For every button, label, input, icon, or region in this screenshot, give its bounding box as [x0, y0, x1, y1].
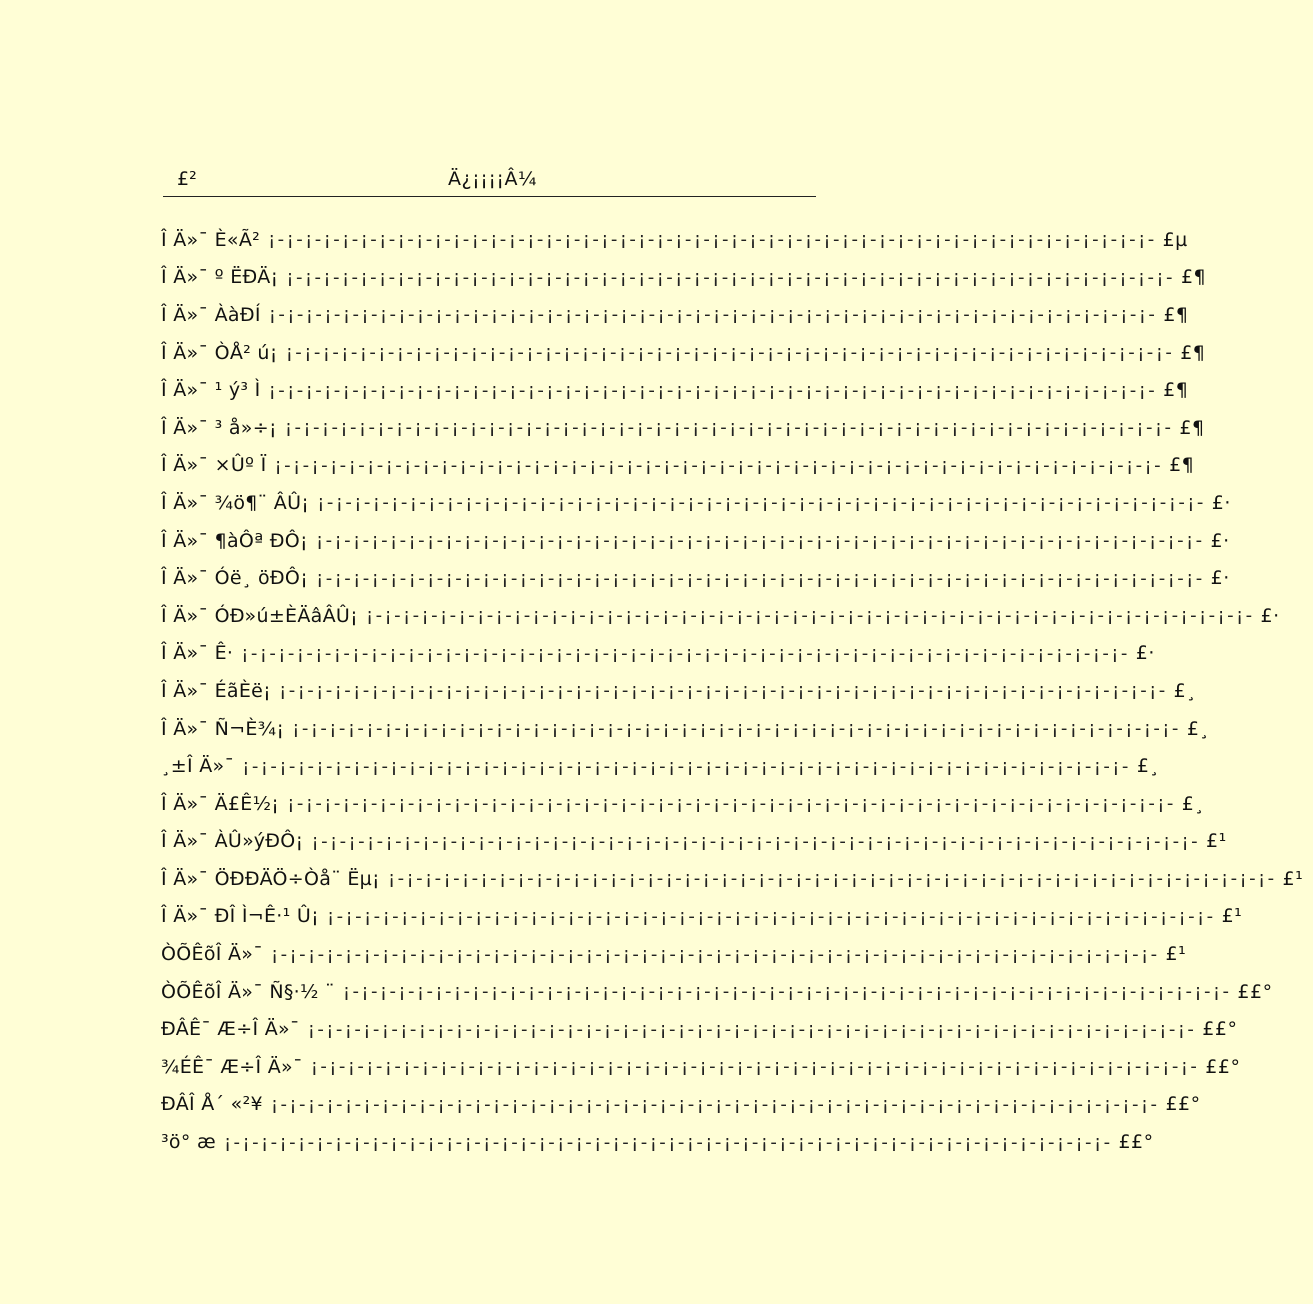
- toc-entry[interactable]: [161, 935, 1187, 973]
- toc-entry-label: Î Ä»¯ ×Ûº Ï: [161, 454, 267, 477]
- toc-entry-label: Î Ä»¯ Ê·: [161, 642, 234, 665]
- toc-entry[interactable]: [161, 597, 1280, 635]
- dot-leader: ¡-¡-¡-¡-¡-¡-¡-¡-¡-¡-¡-¡-¡-¡-¡-¡-¡-¡-¡-¡-¡-¡-¡-¡-¡-¡-¡-¡-¡-¡-¡-¡-¡-¡-¡-¡-¡-¡-¡-¡-¡-¡-¡-¡-¡-¡-¡-¡-: [241, 642, 1130, 664]
- toc-entry[interactable]: [161, 447, 1195, 485]
- toc-entry[interactable]: [161, 747, 1160, 785]
- dot-leader: ¡-¡-¡-¡-¡-¡-¡-¡-¡-¡-¡-¡-¡-¡-¡-¡-¡-¡-¡-¡-¡-¡-¡-¡-¡-¡-¡-¡-¡-¡-¡-¡-¡-¡-¡-¡-¡-¡-¡-¡-¡-¡-¡-¡-¡-¡-¡-¡-: [307, 1018, 1197, 1040]
- toc-entry-label: Î Ä»¯ º ËÐÄ¡: [161, 266, 279, 289]
- header-divider: [163, 196, 816, 197]
- toc-entry-label: ÒÕÊõÎ Ä»¯ Ñ§·½ ¨: [161, 980, 335, 1003]
- toc-entry-page: £¶: [1180, 341, 1206, 364]
- dot-leader: ¡-¡-¡-¡-¡-¡-¡-¡-¡-¡-¡-¡-¡-¡-¡-¡-¡-¡-¡-¡-¡-¡-¡-¡-¡-¡-¡-¡-¡-¡-¡-¡-¡-¡-¡-¡-¡-¡-¡-¡-¡-¡-¡-¡-¡-¡-¡-¡-: [270, 1093, 1160, 1115]
- toc-entry-label: ÐÂÊ¯ Æ÷Î Ä»¯: [161, 1018, 300, 1041]
- toc-entry-page: ££°: [1202, 1018, 1238, 1041]
- dot-leader: ¡-¡-¡-¡-¡-¡-¡-¡-¡-¡-¡-¡-¡-¡-¡-¡-¡-¡-¡-¡-¡-¡-¡-¡-¡-¡-¡-¡-¡-¡-¡-¡-¡-¡-¡-¡-¡-¡-¡-¡-¡-¡-¡-¡-¡-¡-¡-¡-: [286, 266, 1175, 288]
- toc-entry-label: Î Ä»¯ ÉãÈë¡: [161, 679, 272, 702]
- toc-entry[interactable]: [161, 635, 1155, 673]
- dot-leader: ¡-¡-¡-¡-¡-¡-¡-¡-¡-¡-¡-¡-¡-¡-¡-¡-¡-¡-¡-¡-¡-¡-¡-¡-¡-¡-¡-¡-¡-¡-¡-¡-¡-¡-¡-¡-¡-¡-¡-¡-¡-¡-¡-¡-¡-¡-¡-¡-: [284, 417, 1174, 439]
- page-number: £²: [177, 168, 197, 190]
- toc-entry-page: £µ: [1162, 228, 1188, 251]
- toc-entry-label: Î Ä»¯ ¹ ý³ Ì: [161, 379, 261, 402]
- toc-entry-page: £¶: [1169, 454, 1195, 477]
- dot-leader: ¡-¡-¡-¡-¡-¡-¡-¡-¡-¡-¡-¡-¡-¡-¡-¡-¡-¡-¡-¡-¡-¡-¡-¡-¡-¡-¡-¡-¡-¡-¡-¡-¡-¡-¡-¡-¡-¡-¡-¡-¡-¡-¡-¡-¡-¡-¡-¡-: [311, 830, 1200, 852]
- toc-entry-label: Î Ä»¯ ÀÛ»ýÐÔ¡: [161, 830, 304, 853]
- dot-leader: ¡-¡-¡-¡-¡-¡-¡-¡-¡-¡-¡-¡-¡-¡-¡-¡-¡-¡-¡-¡-¡-¡-¡-¡-¡-¡-¡-¡-¡-¡-¡-¡-¡-¡-¡-¡-¡-¡-¡-¡-¡-¡-¡-¡-¡-¡-¡-¡-: [327, 905, 1216, 927]
- toc-entry-page: ££°: [1118, 1131, 1154, 1154]
- toc-entry-label: Î Ä»¯ ³ å»÷¡: [161, 416, 277, 439]
- dot-leader: ¡-¡-¡-¡-¡-¡-¡-¡-¡-¡-¡-¡-¡-¡-¡-¡-¡-¡-¡-¡-¡-¡-¡-¡-¡-¡-¡-¡-¡-¡-¡-¡-¡-¡-¡-¡-¡-¡-¡-¡-¡-¡-¡-¡-¡-¡-¡-¡-: [316, 567, 1205, 589]
- toc-entry-page: ££°: [1205, 1055, 1241, 1078]
- toc-entry[interactable]: [161, 823, 1227, 861]
- toc-entry-page: £·: [1211, 491, 1231, 514]
- toc-entry[interactable]: [161, 672, 1197, 710]
- dot-leader: ¡-¡-¡-¡-¡-¡-¡-¡-¡-¡-¡-¡-¡-¡-¡-¡-¡-¡-¡-¡-¡-¡-¡-¡-¡-¡-¡-¡-¡-¡-¡-¡-¡-¡-¡-¡-¡-¡-¡-¡-¡-¡-¡-¡-¡-¡-¡-¡-: [285, 342, 1175, 364]
- dot-leader: ¡-¡-¡-¡-¡-¡-¡-¡-¡-¡-¡-¡-¡-¡-¡-¡-¡-¡-¡-¡-¡-¡-¡-¡-¡-¡-¡-¡-¡-¡-¡-¡-¡-¡-¡-¡-¡-¡-¡-¡-¡-¡-¡-¡-¡-¡-¡-¡-: [268, 304, 1158, 326]
- toc-entry[interactable]: [161, 559, 1230, 597]
- toc-entry-page: £¸: [1173, 679, 1197, 702]
- toc-entry-page: £¹: [1282, 867, 1304, 890]
- table-of-contents: [161, 221, 1304, 1161]
- toc-entry[interactable]: [161, 898, 1243, 936]
- toc-entry[interactable]: [161, 371, 1189, 409]
- toc-entry-page: £¹: [1205, 830, 1227, 853]
- toc-entry-label: Î Ä»¯ Óë¸ öÐÔ¡: [161, 567, 309, 590]
- toc-entry-page: ££°: [1237, 980, 1273, 1003]
- toc-entry-label: Î Ä»¯ Ñ¬È¾¡: [161, 717, 285, 740]
- dot-leader: ¡-¡-¡-¡-¡-¡-¡-¡-¡-¡-¡-¡-¡-¡-¡-¡-¡-¡-¡-¡-¡-¡-¡-¡-¡-¡-¡-¡-¡-¡-¡-¡-¡-¡-¡-¡-¡-¡-¡-¡-¡-¡-¡-¡-¡-¡-¡-¡-: [342, 981, 1232, 1003]
- toc-entry[interactable]: [161, 296, 1189, 334]
- toc-entry-label: Î Ä»¯ ÒÅ² ú¡: [161, 341, 278, 364]
- toc-entry-label: Î Ä»¯ ÓÐ»ú±ÈÄâÂÛ¡: [161, 604, 359, 627]
- toc-entry-page: £·: [1210, 567, 1230, 590]
- dot-leader: ¡-¡-¡-¡-¡-¡-¡-¡-¡-¡-¡-¡-¡-¡-¡-¡-¡-¡-¡-¡-¡-¡-¡-¡-¡-¡-¡-¡-¡-¡-¡-¡-¡-¡-¡-¡-¡-¡-¡-¡-¡-¡-¡-¡-¡-¡-¡-¡-: [317, 492, 1206, 514]
- toc-entry-label: ¸±Î Ä»¯: [161, 755, 235, 778]
- toc-entry[interactable]: [161, 409, 1205, 447]
- toc-entry[interactable]: [161, 484, 1231, 522]
- toc-entry-label: ÐÂÎ Å´ «²¥: [161, 1093, 263, 1116]
- dot-leader: ¡-¡-¡-¡-¡-¡-¡-¡-¡-¡-¡-¡-¡-¡-¡-¡-¡-¡-¡-¡-¡-¡-¡-¡-¡-¡-¡-¡-¡-¡-¡-¡-¡-¡-¡-¡-¡-¡-¡-¡-¡-¡-¡-¡-¡-¡-¡-¡-: [271, 943, 1160, 965]
- toc-entry-page: £¸: [1136, 755, 1160, 778]
- toc-entry[interactable]: [161, 522, 1230, 560]
- toc-entry-page: £·: [1135, 642, 1155, 665]
- toc-entry-label: Î Ä»¯ ¾ö¶¨ ÂÛ¡: [161, 491, 310, 514]
- toc-entry-page: £¶: [1179, 416, 1205, 439]
- dot-leader: ¡-¡-¡-¡-¡-¡-¡-¡-¡-¡-¡-¡-¡-¡-¡-¡-¡-¡-¡-¡-¡-¡-¡-¡-¡-¡-¡-¡-¡-¡-¡-¡-¡-¡-¡-¡-¡-¡-¡-¡-¡-¡-¡-¡-¡-¡-¡-¡-: [310, 1056, 1200, 1078]
- toc-entry-label: Î Ä»¯ ÐÎ Ì¬Ê·¹ Û¡: [161, 905, 320, 928]
- toc-entry-page: £¹: [1221, 905, 1243, 928]
- toc-entry-page: £¶: [1180, 266, 1207, 289]
- toc-entry-page: £¶: [1163, 379, 1189, 402]
- dot-leader: ¡-¡-¡-¡-¡-¡-¡-¡-¡-¡-¡-¡-¡-¡-¡-¡-¡-¡-¡-¡-¡-¡-¡-¡-¡-¡-¡-¡-¡-¡-¡-¡-¡-¡-¡-¡-¡-¡-¡-¡-¡-¡-¡-¡-¡-¡-¡-¡-: [268, 229, 1157, 251]
- dot-leader: ¡-¡-¡-¡-¡-¡-¡-¡-¡-¡-¡-¡-¡-¡-¡-¡-¡-¡-¡-¡-¡-¡-¡-¡-¡-¡-¡-¡-¡-¡-¡-¡-¡-¡-¡-¡-¡-¡-¡-¡-¡-¡-¡-¡-¡-¡-¡-¡-: [287, 793, 1176, 815]
- toc-entry-page: £¸: [1181, 792, 1205, 815]
- toc-entry-label: Î Ä»¯ È«Ã²: [161, 228, 261, 251]
- toc-entry[interactable]: [161, 334, 1206, 372]
- toc-entry[interactable]: [161, 221, 1188, 259]
- toc-entry[interactable]: [161, 259, 1207, 297]
- toc-entry-page: £¶: [1163, 303, 1189, 326]
- toc-entry[interactable]: [161, 785, 1205, 823]
- toc-entry[interactable]: [161, 1123, 1154, 1161]
- page-title: Ä¿¡¡¡¡Â¼: [448, 168, 537, 190]
- dot-leader: ¡-¡-¡-¡-¡-¡-¡-¡-¡-¡-¡-¡-¡-¡-¡-¡-¡-¡-¡-¡-¡-¡-¡-¡-¡-¡-¡-¡-¡-¡-¡-¡-¡-¡-¡-¡-¡-¡-¡-¡-¡-¡-¡-¡-¡-¡-¡-¡-: [268, 379, 1158, 401]
- dot-leader: ¡-¡-¡-¡-¡-¡-¡-¡-¡-¡-¡-¡-¡-¡-¡-¡-¡-¡-¡-¡-¡-¡-¡-¡-¡-¡-¡-¡-¡-¡-¡-¡-¡-¡-¡-¡-¡-¡-¡-¡-¡-¡-¡-¡-¡-¡-¡-¡-: [242, 755, 1131, 777]
- toc-entry[interactable]: [161, 860, 1304, 898]
- toc-entry-page: £·: [1260, 604, 1280, 627]
- toc-entry[interactable]: [161, 1086, 1201, 1124]
- toc-entry-label: Î Ä»¯ ÖÐÐÄÖ÷Òå¨ Ëµ¡: [161, 867, 380, 890]
- toc-entry-page: £¹: [1165, 943, 1187, 966]
- dot-leader: ¡-¡-¡-¡-¡-¡-¡-¡-¡-¡-¡-¡-¡-¡-¡-¡-¡-¡-¡-¡-¡-¡-¡-¡-¡-¡-¡-¡-¡-¡-¡-¡-¡-¡-¡-¡-¡-¡-¡-¡-¡-¡-¡-¡-¡-¡-¡-¡-: [366, 605, 1255, 627]
- toc-entry-label: ¾ÉÊ¯ Æ÷Î Ä»¯: [161, 1055, 303, 1078]
- toc-entry[interactable]: [161, 1010, 1238, 1048]
- toc-entry[interactable]: [161, 973, 1273, 1011]
- dot-leader: ¡-¡-¡-¡-¡-¡-¡-¡-¡-¡-¡-¡-¡-¡-¡-¡-¡-¡-¡-¡-¡-¡-¡-¡-¡-¡-¡-¡-¡-¡-¡-¡-¡-¡-¡-¡-¡-¡-¡-¡-¡-¡-¡-¡-¡-¡-¡-¡-: [387, 868, 1277, 890]
- toc-entry-page: ££°: [1165, 1093, 1201, 1116]
- toc-entry-page: £¸: [1186, 717, 1210, 740]
- toc-entry[interactable]: [161, 1048, 1241, 1086]
- toc-entry-label: Î Ä»¯ Ä£Ê½¡: [161, 792, 280, 815]
- dot-leader: ¡-¡-¡-¡-¡-¡-¡-¡-¡-¡-¡-¡-¡-¡-¡-¡-¡-¡-¡-¡-¡-¡-¡-¡-¡-¡-¡-¡-¡-¡-¡-¡-¡-¡-¡-¡-¡-¡-¡-¡-¡-¡-¡-¡-¡-¡-¡-¡-: [315, 530, 1205, 552]
- toc-entry-label: ÒÕÊõÎ Ä»¯: [161, 943, 264, 966]
- dot-leader: ¡-¡-¡-¡-¡-¡-¡-¡-¡-¡-¡-¡-¡-¡-¡-¡-¡-¡-¡-¡-¡-¡-¡-¡-¡-¡-¡-¡-¡-¡-¡-¡-¡-¡-¡-¡-¡-¡-¡-¡-¡-¡-¡-¡-¡-¡-¡-¡-: [223, 1131, 1113, 1153]
- toc-entry[interactable]: [161, 710, 1210, 748]
- page-header: [163, 168, 816, 190]
- toc-entry-page: £·: [1210, 529, 1230, 552]
- toc-entry-label: ³ö° æ: [161, 1131, 216, 1154]
- toc-entry-label: Î Ä»¯ ¶àÔª ÐÔ¡: [161, 529, 308, 552]
- dot-leader: ¡-¡-¡-¡-¡-¡-¡-¡-¡-¡-¡-¡-¡-¡-¡-¡-¡-¡-¡-¡-¡-¡-¡-¡-¡-¡-¡-¡-¡-¡-¡-¡-¡-¡-¡-¡-¡-¡-¡-¡-¡-¡-¡-¡-¡-¡-¡-¡-: [279, 680, 1168, 702]
- toc-entry-label: Î Ä»¯ ÀàÐÍ: [161, 303, 261, 326]
- dot-leader: ¡-¡-¡-¡-¡-¡-¡-¡-¡-¡-¡-¡-¡-¡-¡-¡-¡-¡-¡-¡-¡-¡-¡-¡-¡-¡-¡-¡-¡-¡-¡-¡-¡-¡-¡-¡-¡-¡-¡-¡-¡-¡-¡-¡-¡-¡-¡-¡-: [292, 718, 1181, 740]
- dot-leader: ¡-¡-¡-¡-¡-¡-¡-¡-¡-¡-¡-¡-¡-¡-¡-¡-¡-¡-¡-¡-¡-¡-¡-¡-¡-¡-¡-¡-¡-¡-¡-¡-¡-¡-¡-¡-¡-¡-¡-¡-¡-¡-¡-¡-¡-¡-¡-¡-: [274, 454, 1164, 476]
